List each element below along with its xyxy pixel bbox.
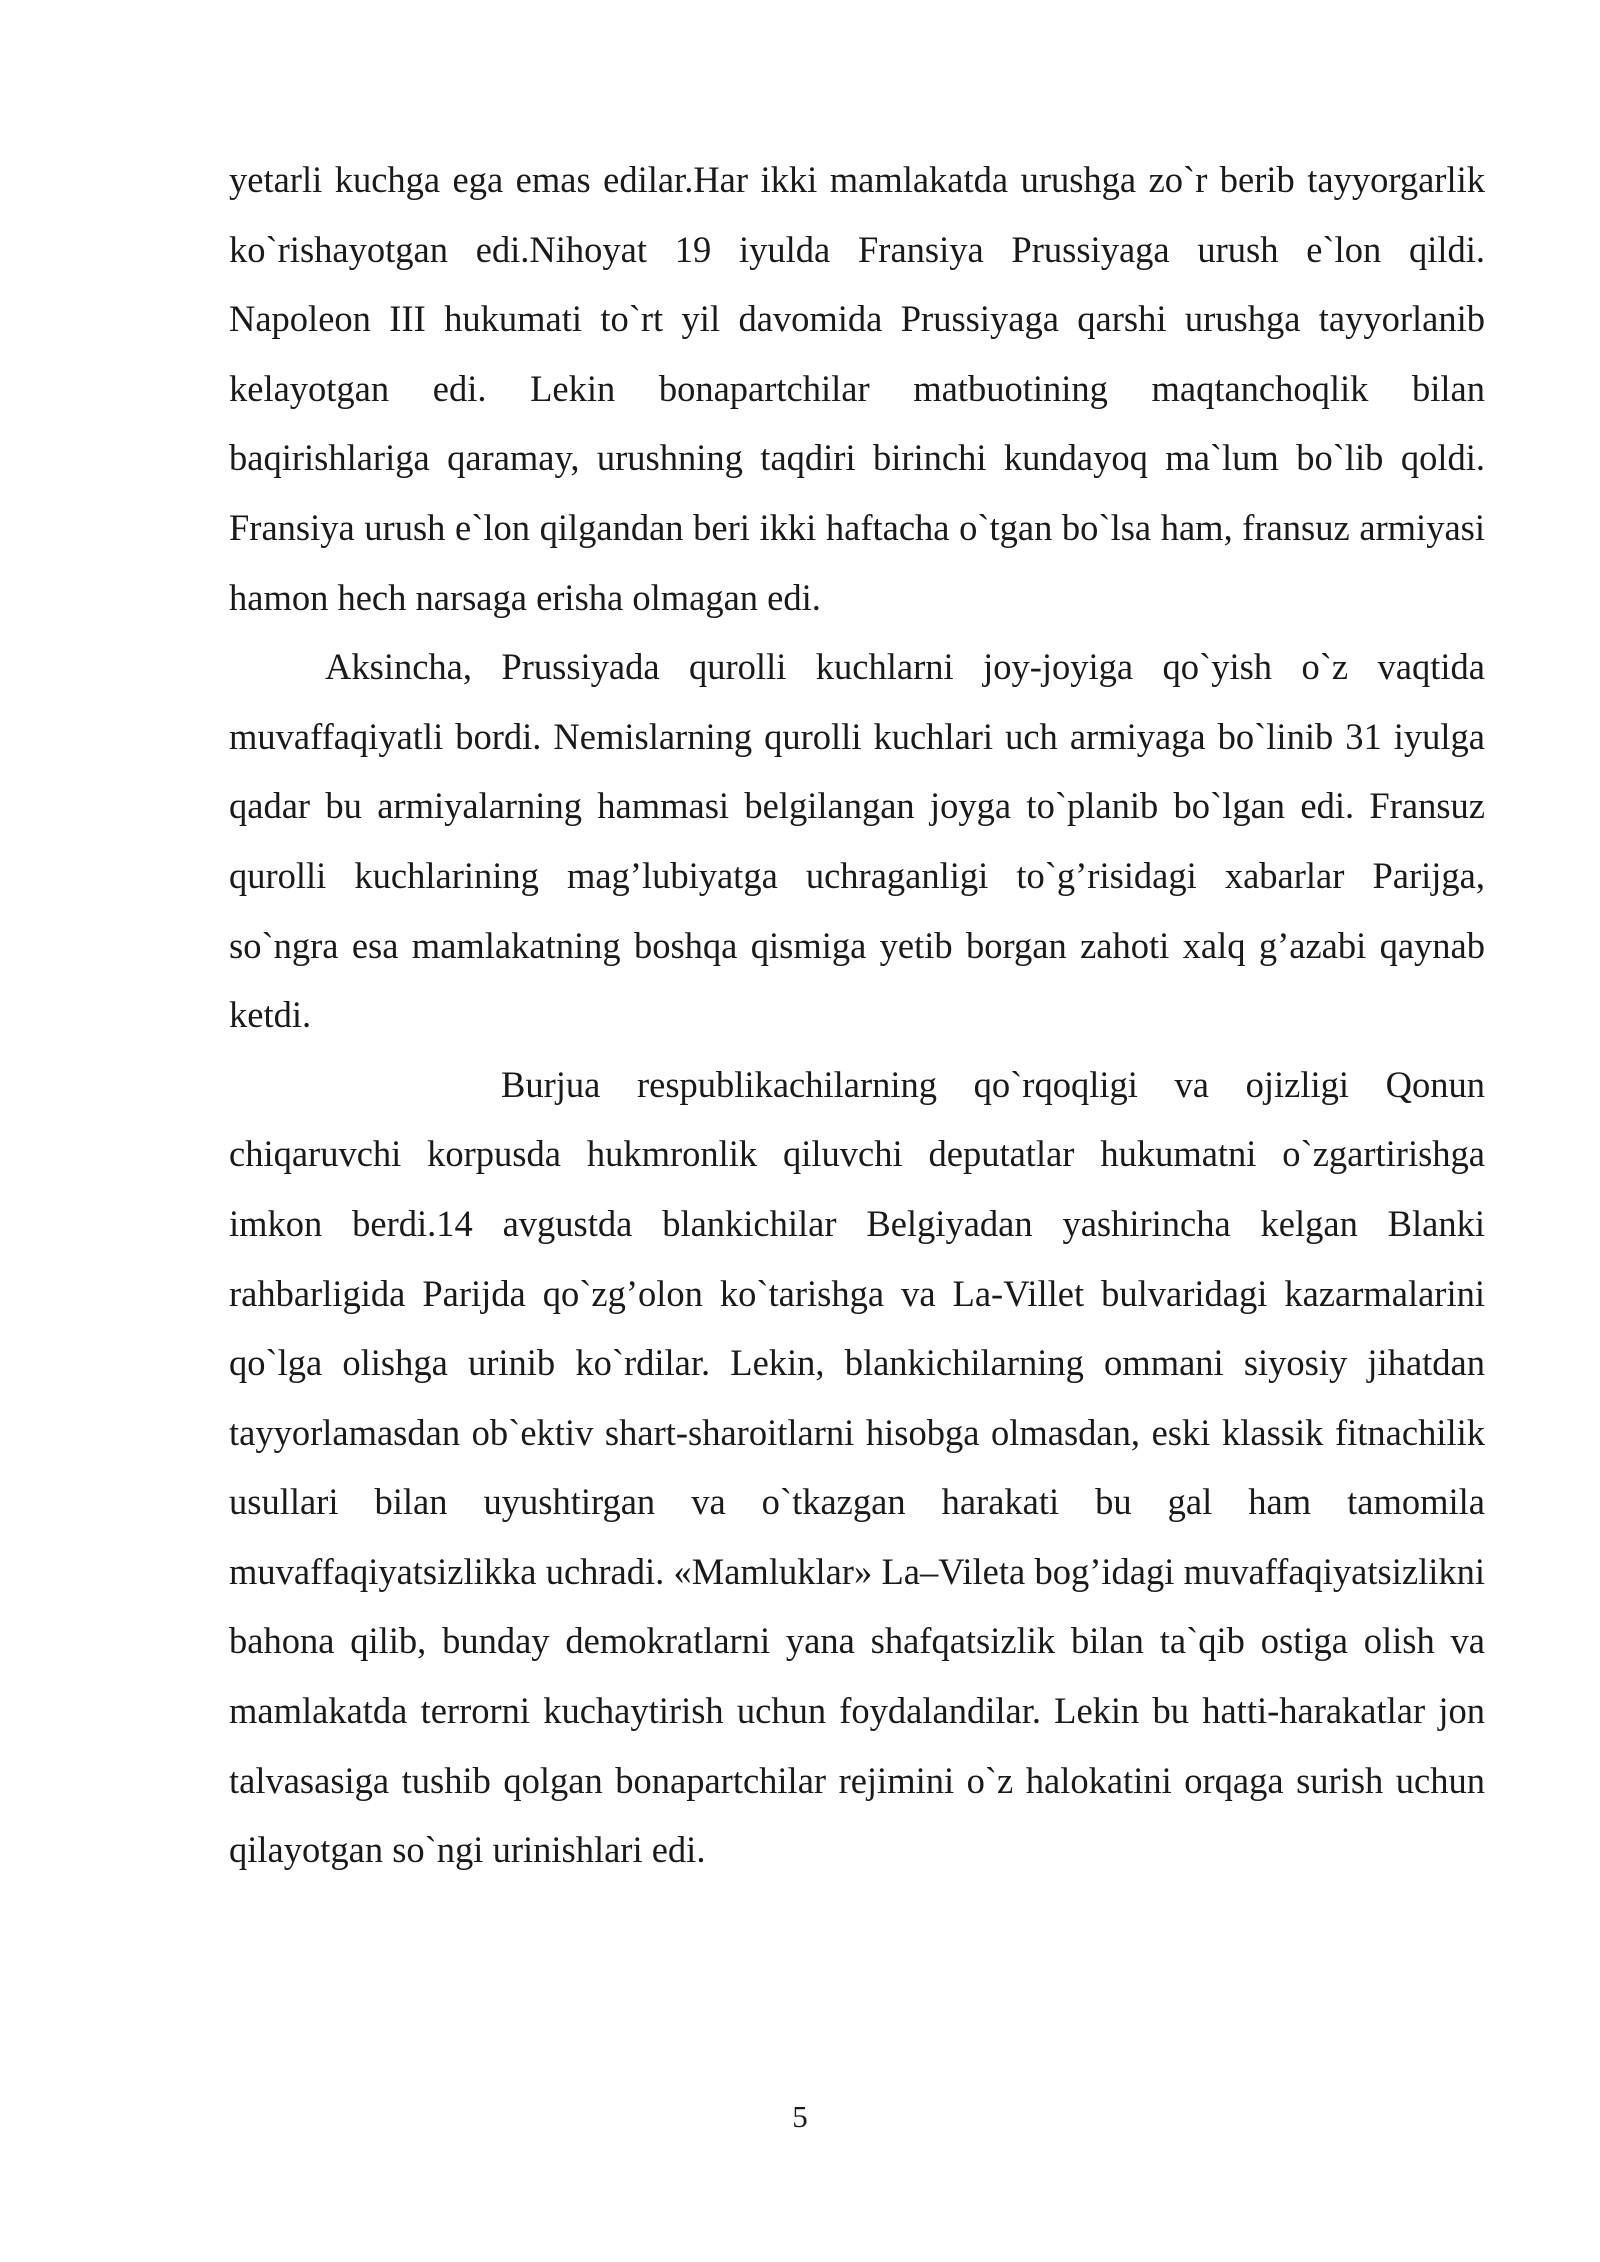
body-text [229, 145, 1485, 1885]
page-number: 5 [792, 2099, 808, 2134]
paragraph-1: yetarli kuchga ega emas edilar.Har ikki mamlakatda urushga zo`r berib tayyorgarlik ko`rishayotgan edi.Nihoyat 19 iyulda Fransiya Prussiyaga urush e`lon qildi. Napoleon III hukumati to`rt yil davomida Prussiyaga qarshi urushga tayyorlanib kelayotgan edi. Lekin bonapartchilar matbuotining maqtanchoqlik bilan baqirishlariga qaramay, urushning taqdiri birinchi kundayoq ma`lum bo`lib qoldi. Fransiya urush e`lon qilgandan beri ikki haftacha o`tgan bo`lsa ham, fransuz armiyasi hamon hech narsaga erisha olmagan edi. [229, 159, 1485, 618]
paragraph-2: Aksincha, Prussiyada qurolli kuchlarni joy-joyiga qo`yish o`z vaqtida muvaffaqiyatli bordi. Nemislarning qurolli kuchlari uch armiyaga bo`linib 31 iyulga qadar bu armiyalarning hammasi belgilangan joyga to`planib bo`lgan edi. Fransuz qurolli kuchlarining mag’lubiyatga uchraganligi to`g’risidagi xabarlar Parijga, so`ngra esa mamlakatning boshqa qismiga yetib borgan zahoti xalq g’azabi qaynab ketdi. [229, 646, 1485, 1036]
paragraph-3: Burjua respublikachilarning qo`rqoqligi va ojizligi Qonun chiqaruvchi korpusda hukmronlik qiluvchi deputatlar hukumatni o`zgartirishga imkon berdi.14 avgustda blankichilar Belgiyadan yashirincha kelgan Blanki rahbarligida Parijda qo`zg’olon ko`tarishga va La-Villet bulvaridagi kazarmalarini qo`lga olishga urinib ko`rdilar. Lekin, blankichilarning ommani siyosiy jihatdan tayyorlamasdan ob`ektiv shart-sharoitlarni hisobga olmasdan, eski klassik fitnachilik usullari bilan uyushtirgan va o`tkazgan harakati bu gal ham tamomila muvaffaqiyatsizlikka uchradi. «Mamluklar» La–Vileta bog’idagi muvaffaqiyatsizlikni bahona qilib, bunday demokratlarni yana shafqatsizlik bilan ta`qib ostiga olish va mamlakatda terrorni kuchaytirish uchun foydalandilar. Lekin bu hatti-harakatlar jon talvasasiga tushib qolgan bonapartchilar rejimini o`z halokatini orqaga surish uchun qilayotgan so`ngi urinishlari edi. [229, 1063, 1485, 1871]
